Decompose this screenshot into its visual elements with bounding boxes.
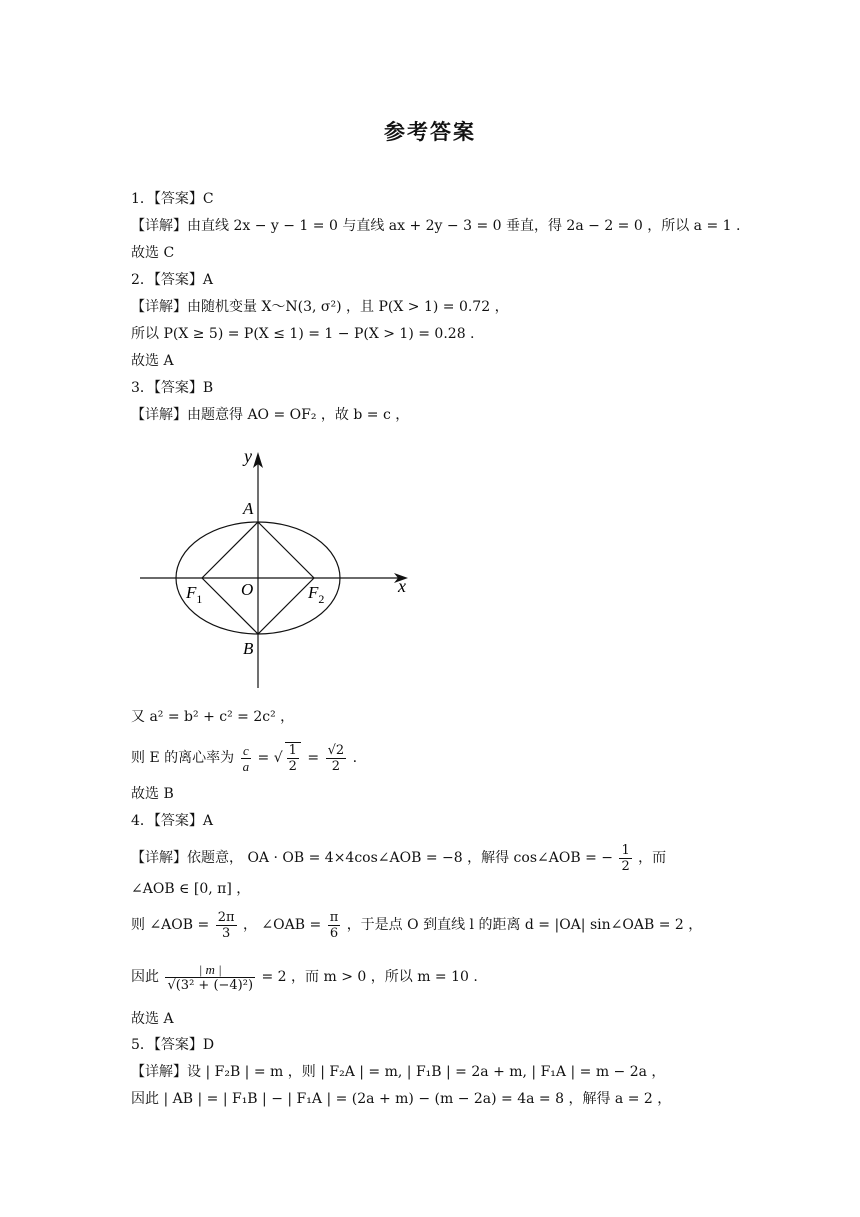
- q3-answer: 3．【答案】B: [131, 380, 214, 396]
- label-b: B: [243, 639, 254, 658]
- q5-line-2: 因此 | AB | = | F₁B | − | F₁A | = (2a + m) − (m − 2a) = 4a = 8 ，解得 a = 2 ，: [131, 1091, 672, 1107]
- q4-frac3-d: √(3² + (−4)²): [167, 977, 254, 993]
- frac-c: c: [241, 743, 252, 759]
- q4-line-1-pre: 【详解】依题意， OA · OB = 4×4cos∠AOB = −8 ，解得 cos∠AOB = −: [131, 850, 613, 866]
- page-title: 参考答案: [384, 120, 476, 144]
- q4-line-4: [131, 955, 478, 999]
- q5-line-1: 【详解】设 | F₂B | = m ，则 | F₂A | = m, | F₁B | = 2a + m, | F₁A | = m − 2a ，: [131, 1064, 666, 1080]
- q4-line-1: [131, 838, 666, 878]
- q4-line-3-end: ，于是点 O 到直线 l 的距离 d = |OA| sin∠OAB = 2 ，: [346, 917, 703, 933]
- q3-line-2: [131, 738, 357, 778]
- q3-detail: 【详解】由题意得 AO = OF₂ ，故 b = c ，: [131, 407, 410, 423]
- fraction-pi-over-6: [328, 910, 341, 941]
- q4-frac-d: 2: [621, 858, 630, 874]
- q4-line-3-mid: ， ∠OAB =: [242, 917, 322, 933]
- q5-answer: 5．【答案】D: [131, 1037, 215, 1053]
- q1-answer: 1．【答案】C: [131, 191, 214, 207]
- label-f2-sub: 2: [318, 592, 325, 606]
- label-f1-main: F: [186, 583, 197, 602]
- q4-line-2: ∠AOB ∈ [0, π] ，: [131, 881, 251, 897]
- q4-frac-n: 1: [621, 842, 630, 858]
- q2-detail-2: 所以 P(X ≥ 5) = P(X ≤ 1) = 1 − P(X > 1) = 0.28 .: [131, 326, 475, 342]
- q4-frac2-d: 6: [329, 925, 339, 941]
- label-f1: [185, 583, 202, 606]
- fraction-sqrt-half: [285, 742, 301, 774]
- label-y: y: [244, 446, 252, 466]
- q2-choose: 故选 A: [131, 353, 174, 369]
- q2-answer: 2．【答案】A: [131, 272, 214, 288]
- fraction-root2-over-2: [326, 743, 347, 774]
- eq-2: =: [307, 750, 320, 766]
- label-o: O: [241, 580, 254, 599]
- q4-frac1-n: 2π: [217, 909, 235, 925]
- q4-frac2-n: π: [329, 909, 339, 925]
- q4-line-3-pre: 则 ∠AOB =: [131, 917, 210, 933]
- ellipse-figure: [130, 440, 420, 695]
- frac-sqrt2: √2: [327, 742, 345, 758]
- frac-a: a: [242, 758, 250, 774]
- q3-line-2-end: .: [352, 750, 358, 766]
- sqrt-sign: √: [273, 750, 283, 766]
- frac-1: 1: [288, 743, 297, 758]
- fraction-one-half: [619, 843, 631, 874]
- q3-line-2-pre: 则 E 的离心率为: [131, 750, 235, 766]
- q4-line-4-pre: 因此: [131, 969, 159, 985]
- q4-choose: 故选 A: [131, 1011, 174, 1027]
- q4-answer: 4．【答案】A: [131, 813, 214, 829]
- frac-2: 2: [288, 759, 297, 774]
- label-f2-main: F: [308, 583, 319, 602]
- q4-line-3: [131, 905, 702, 945]
- q4-frac3-n: | m |: [165, 962, 255, 978]
- q1-detail: 【详解】由直线 2x − y − 1 = 0 与直线 ax + 2y − 3 = 0 垂直，得 2a − 2 = 0 ，所以 a = 1 .: [131, 218, 741, 234]
- frac-2b: 2: [331, 758, 340, 774]
- q3-choose: 故选 B: [131, 786, 174, 802]
- q3-line-1: 又 a² = b² + c² = 2c² ，: [131, 709, 295, 725]
- fraction-c-over-a: [241, 743, 252, 774]
- fraction-2pi-over-3: [216, 910, 237, 941]
- q4-frac1-d: 3: [221, 925, 231, 941]
- q4-line-1-end: ，而: [638, 850, 667, 866]
- q1-choose: 故选 C: [131, 245, 175, 261]
- q2-detail: 【详解】由随机变量 X～N(3, σ²) ，且 P(X > 1) = 0.72 ，: [131, 299, 509, 315]
- label-x: x: [398, 576, 406, 596]
- q4-line-4-end: = 2 ，而 m > 0 ，所以 m = 10 .: [261, 969, 478, 985]
- fraction-m-over-5: [165, 962, 255, 993]
- label-f2: [307, 583, 324, 606]
- eq-1: =: [257, 750, 270, 766]
- label-f1-sub: 1: [196, 592, 203, 606]
- label-a: A: [243, 499, 254, 518]
